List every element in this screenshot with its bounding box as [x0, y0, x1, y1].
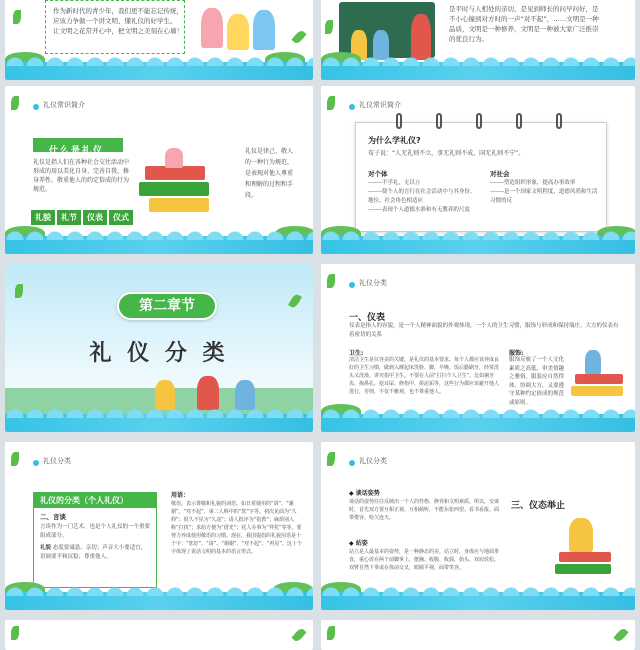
leaf-decoration	[327, 452, 335, 466]
ring-binding-icon	[436, 113, 442, 129]
slide-4[interactable]	[321, 86, 635, 254]
slide-1[interactable]	[5, 0, 313, 80]
leaf-decoration	[11, 96, 19, 110]
wave-decoration	[321, 62, 635, 80]
slide-8[interactable]	[321, 442, 635, 610]
quote-text: 荀子说：“人无礼则不立，事无礼则不成，国无礼则不宁”。	[368, 150, 525, 157]
text-line: 品质，文明是一种修养，文明是一种被大家广泛推崇	[449, 25, 599, 33]
chapter-badge	[117, 292, 217, 320]
book-stack-illustration	[571, 386, 623, 396]
book-stack-illustration	[575, 374, 623, 384]
wave-decoration	[321, 592, 635, 610]
slide2-text	[449, 4, 625, 44]
item1-title: ◆ 谈话姿势	[349, 490, 380, 497]
text-line: 让文明之花常开心中，把文明之美刻在心墙！	[53, 27, 183, 35]
intro-text: 仪表是指人的容貌，是一个人精神面貌的外观体现。一个人的卫生习惯，服饰与形成和保持端庄、大方的仪表有着密切的关系	[349, 323, 619, 338]
slide1-text	[53, 6, 183, 36]
leaf-decoration	[15, 284, 23, 298]
kid-illustration	[155, 380, 175, 410]
section-dot-icon	[349, 282, 355, 288]
wave-decoration	[5, 414, 313, 432]
question-title: 为什么学礼仪?	[368, 136, 421, 145]
section-dot-icon	[349, 460, 355, 466]
book-stack-illustration	[145, 166, 205, 180]
item2-title: ◆ 站姿	[349, 540, 368, 547]
right-text: 礼仪是律己、敬人的一种行为规范，是表现对他人尊重和理解的过程和手段。	[245, 148, 294, 199]
slide-2[interactable]	[321, 0, 635, 80]
leaf-decoration	[327, 274, 335, 288]
kid-illustration	[235, 380, 255, 410]
heading: 一、仪表	[349, 313, 386, 323]
book-stack-illustration	[139, 182, 209, 196]
heading: 三、仪态举止	[511, 501, 566, 511]
leaf-decoration	[291, 29, 306, 45]
slide-3[interactable]	[5, 86, 313, 254]
slide-6[interactable]	[321, 264, 635, 432]
text-line: 作为新时代的青少年，我们更不能忘记传统，	[53, 7, 183, 15]
section-dot-icon	[33, 460, 39, 466]
leaf-decoration	[325, 20, 333, 34]
section-dot-icon	[33, 104, 39, 110]
text-line: 不小心撞到对方时的一声“对不起”，……文明是一种	[449, 15, 599, 23]
kid-illustration	[253, 10, 275, 50]
text-line: 应该力争做一个讲文明、懂礼仪的好学生。	[53, 17, 177, 25]
body-detail: 态度要诚恳、亲切；声音大小要适宜，语调要平和沉稳；尊重他人。	[40, 545, 147, 560]
leaf-decoration	[13, 10, 21, 24]
col1-body: -------不学礼，无以立 -------使个人的言行在社会活动中与其身份、地位、社会角色相适应 -------表现个人道德水准和有无教养的尺度	[368, 180, 476, 213]
teacher-illustration	[411, 14, 431, 60]
leaf-decoration	[613, 627, 628, 643]
right-body: 服饰反映了一个人文化素质之高低，审美情趣之雅俗。服装应自然得体、协调大方，又要遵守某种约定俗成的规范或原则。	[509, 357, 565, 406]
section-label: 礼仪常识简介	[359, 101, 401, 109]
wave-decoration	[5, 62, 313, 80]
body-text	[34, 542, 156, 563]
slide-7[interactable]	[5, 442, 313, 610]
wave-decoration	[321, 414, 635, 432]
tag-etiquette: 礼节	[57, 210, 81, 225]
leaf-decoration	[327, 96, 335, 110]
ring-binding-icon	[556, 113, 562, 129]
tag-appearance: 仪表	[83, 210, 107, 225]
item2-body: 站立是人最基本的姿势，是一种静态的美。站立时，身体应与地面垂直，重心放在两个前脚掌上，挺胸、收腹、收颌、抬头、双肩放松。双臂自然下垂或在体前交叉，眼睛平视，面带笑容。	[349, 549, 500, 571]
text-line: 是平时与人相处的亲切，是见到师长的问早问好，是	[449, 5, 599, 13]
leaf-decoration	[327, 626, 335, 640]
tag-ceremony: 仪式	[109, 210, 133, 225]
right-title: 服饰:	[509, 350, 524, 357]
col1-title: 对个体	[368, 170, 388, 178]
section-label: 礼仪分类	[43, 457, 71, 465]
section-dot-icon	[349, 104, 355, 110]
body-text: 礼仪是指人们在各种社会交往活动中形成的用以美化自身、完善自我、修身养性、敬重他人的约定俗成的行为规范。	[33, 159, 130, 193]
kid-illustration	[585, 350, 601, 374]
kid-illustration	[227, 14, 249, 50]
text-line: 的优良行为。	[449, 35, 488, 43]
kid-illustration	[201, 8, 223, 48]
right-title: 用语：	[171, 492, 190, 499]
panel-header: 礼仪的分类（个人礼仪）	[34, 493, 156, 508]
kid-illustration	[569, 518, 593, 552]
section-label: 礼仪分类	[359, 457, 387, 465]
tag-courtesy: 礼貌	[31, 210, 55, 225]
header-text: 什么是礼仪	[49, 146, 105, 156]
col2-body: -------塑造组织形象，提高办事效率 -------是一个国家文明程度、道德风尚和生活习惯的反	[490, 180, 598, 204]
ring-binding-icon	[396, 113, 402, 129]
chapter-title: 礼 仪 分 类	[89, 341, 229, 366]
ring-binding-icon	[516, 113, 522, 129]
ring-binding-icon	[476, 113, 482, 129]
book-stack-illustration	[149, 198, 209, 212]
kid-illustration	[197, 376, 219, 410]
leaf-decoration	[288, 293, 302, 309]
wave-decoration	[321, 236, 635, 254]
wave-decoration	[5, 592, 313, 610]
item1-body: 谈话的姿势往往反映出一个人的性格、修养和文明素质。所以，交谈时，首先双方要互相正视、互相倾听，不能东张西望、看书看报、面带倦容、哈欠连天。	[349, 499, 500, 521]
notepad-card	[355, 122, 607, 232]
col2-title: 对社会	[490, 170, 510, 178]
section-label: 礼仪分类	[359, 279, 387, 287]
leaf-decoration	[11, 452, 19, 466]
header-bar	[33, 138, 123, 156]
right-body: 敬语，表示尊敬和礼貌的词语。如日常使用的“请”、“谢谢”、“对不起”，第二人称中的“您”字等。初次见面为“久仰”；很久不见为“久违”；请人批评为“指教”；麻烦别人称“打扰”；求给方便为“借光”；托人办事为“拜托”等等。要努力养成使用敬语的习惯。现在，我国提倡的礼貌用语是十个字：“您好”、“请”、“谢谢”、“对不起”、“再见”。这十个字体现了说话文明的基本的语言形式。	[171, 501, 302, 555]
wave-decoration	[5, 236, 313, 254]
book-stack-illustration	[555, 564, 611, 574]
sub-heading: 二、言谈	[40, 513, 66, 521]
body-label: 礼貌	[40, 545, 52, 551]
section-label: 礼仪常识简介	[43, 101, 85, 109]
left-panel	[33, 492, 157, 588]
body-text: 言谈作为一门艺术，也是个人礼仪的一个重要组成部分。	[40, 524, 151, 539]
chapter-text: 第二章节	[139, 298, 195, 314]
slide-10[interactable]	[321, 620, 635, 650]
leaf-decoration	[11, 626, 19, 640]
leaf-decoration	[291, 627, 306, 643]
left-body: 清洁卫生是仪容美的关键，是礼仪的基本要求。每个人都应该养成良好的卫生习惯，做到入睡起床洗脸、脚，早晚、饭后勤刷牙，经常洗头又洗澡，讲究指甲卫生。不要在人前“打扫个人卫生”。比如剔牙齿、掏鼻孔、挖耳屎、修指甲、搓泥垢等，这些行为都应该避开他人进行，否则，不仅不雅观，也不尊重他人。	[349, 357, 500, 395]
kid-illustration	[165, 148, 183, 168]
book-stack-illustration	[559, 552, 611, 562]
slide-5[interactable]	[5, 264, 313, 432]
left-title: 卫生:	[349, 350, 364, 357]
slide-9[interactable]	[5, 620, 313, 650]
